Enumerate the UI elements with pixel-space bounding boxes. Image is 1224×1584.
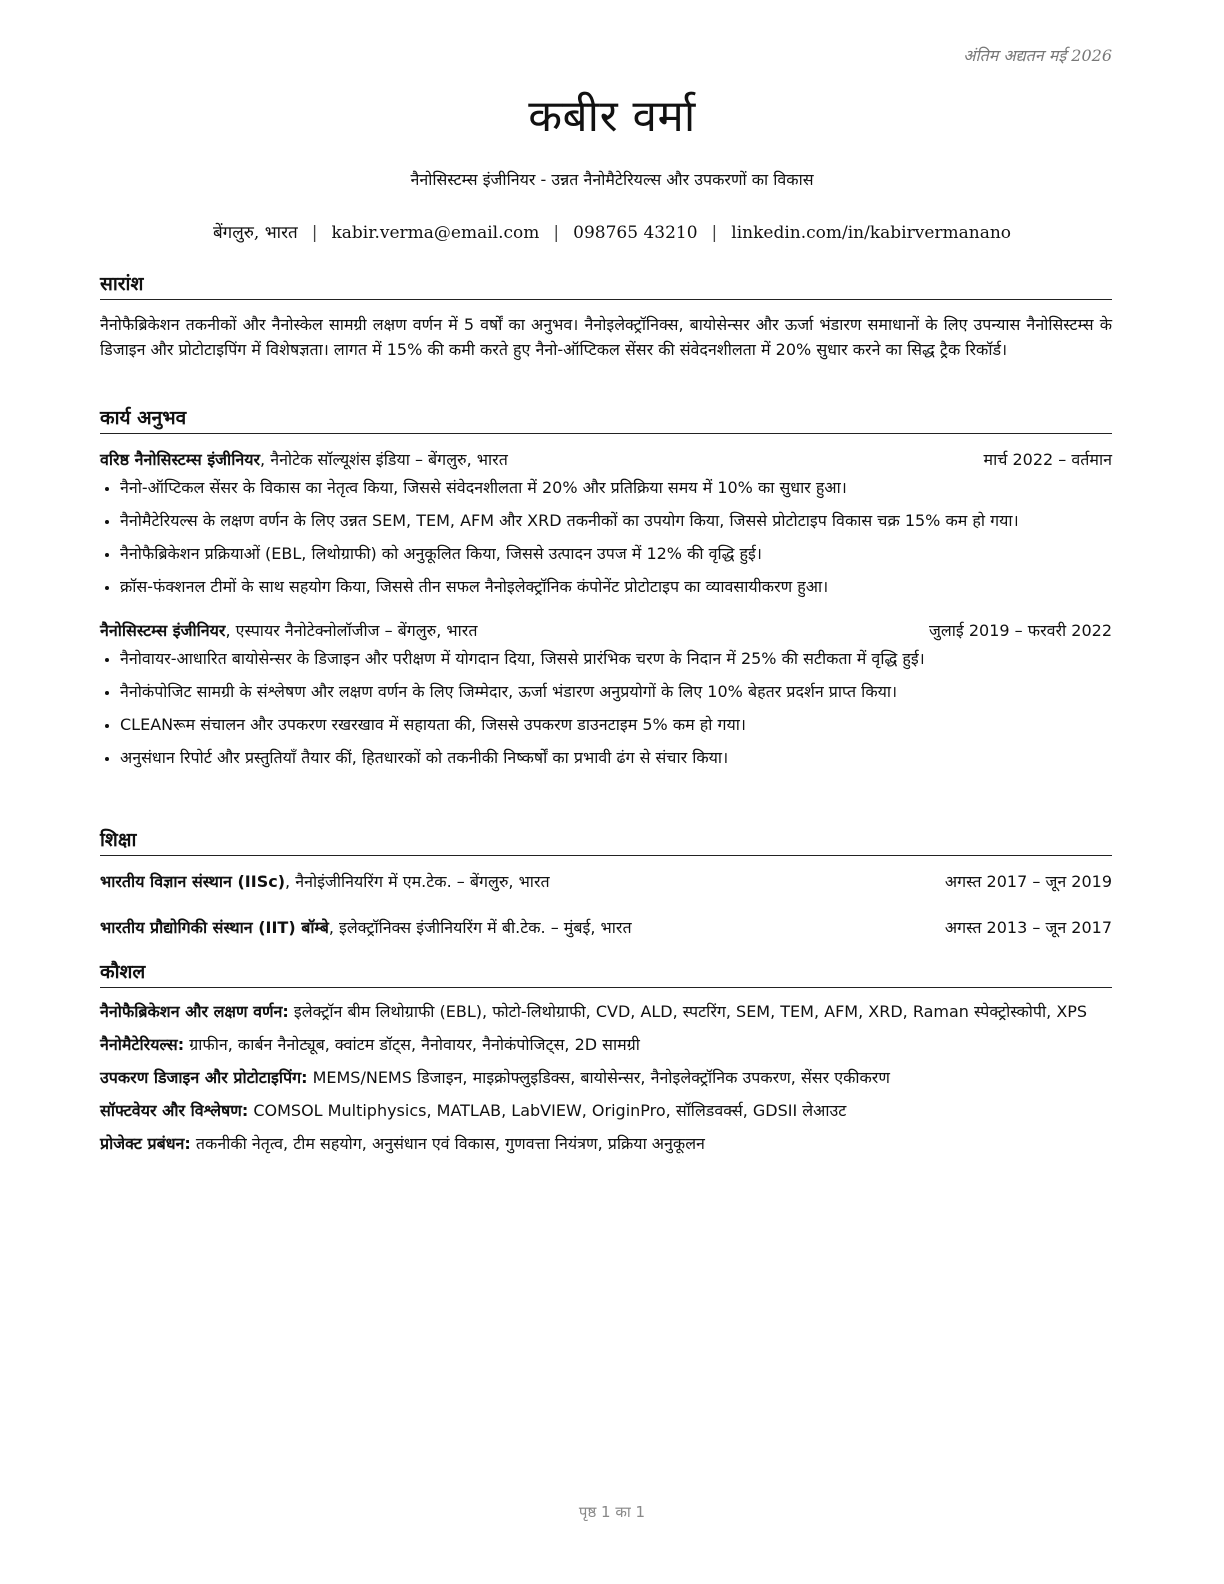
job-dates: जुलाई 2019 – फरवरी 2022 bbox=[929, 621, 1112, 640]
education-school: भारतीय प्रौद्योगिकी संस्थान (IIT) बॉम्बे bbox=[100, 918, 329, 937]
job-org: , नैनोटेक सॉल्यूशंस इंडिया – बेंगलुरु, भारत bbox=[260, 450, 508, 469]
skills-list bbox=[100, 1000, 1112, 1156]
list-item: • अनुसंधान रिपोर्ट और प्रस्तुतियाँ तैयार कीं, हितधारकों को तकनीकी निष्कर्षों का प्रभावी ढंग से संचार किया। bbox=[120, 746, 1112, 770]
contact-phone: 098765 43210 bbox=[573, 223, 698, 243]
job-header bbox=[100, 619, 1112, 641]
skill-label: नैनोमैटेरियल्स: bbox=[100, 1035, 185, 1054]
contact-line bbox=[0, 220, 1224, 243]
summary-heading: सारांश bbox=[100, 270, 1112, 300]
skill-row bbox=[100, 1099, 1112, 1123]
education-entry bbox=[100, 916, 1112, 938]
job-header bbox=[100, 448, 1112, 470]
education-school: भारतीय विज्ञान संस्थान (IISc) bbox=[100, 872, 286, 891]
job-title-line bbox=[100, 448, 508, 470]
education-detail: , इलेक्ट्रॉनिक्स इंजीनियरिंग में बी.टेक. – मुंबई, भारत bbox=[328, 918, 632, 937]
skill-value: इलेक्ट्रॉन बीम लिथोग्राफी (EBL), फोटो-लिथोग्राफी, CVD, ALD, स्पटरिंग, SEM, TEM, AFM, XRD, Raman स्पेक्ट्रोस्कोपी, XPS bbox=[288, 1002, 1088, 1021]
skill-row bbox=[100, 1132, 1112, 1156]
list-item: • नैनोवायर-आधारित बायोसेन्सर के डिजाइन और परीक्षण में योगदान दिया, जिससे प्रारंभिक चरण के निदान में 25% की सटीकता में वृद्धि हुई। bbox=[120, 647, 1112, 671]
contact-linkedin[interactable]: linkedin.com/in/kabirvermanano bbox=[731, 223, 1012, 243]
education-section bbox=[100, 826, 1112, 938]
job-entry bbox=[100, 619, 1112, 770]
list-item: • नैनोकंपोजिट सामग्री के संश्लेषण और लक्षण वर्णन के लिए जिम्मेदार, ऊर्जा भंडारण अनुप्रयोगों के लिए 10% बेहतर प्रदर्शन प्राप्त किया। bbox=[120, 680, 1112, 704]
education-entry bbox=[100, 870, 1112, 892]
education-dates: अगस्त 2017 – जून 2019 bbox=[944, 872, 1112, 891]
job-dates: मार्च 2022 – वर्तमान bbox=[983, 450, 1112, 469]
skill-label: उपकरण डिजाइन और प्रोटोटाइपिंग: bbox=[100, 1068, 308, 1087]
skill-row bbox=[100, 1000, 1112, 1024]
separator: | bbox=[553, 223, 560, 243]
job-title-line bbox=[100, 619, 477, 641]
contact-location: बेंगलुरु, भारत bbox=[212, 223, 298, 243]
list-item: • क्रॉस-फंक्शनल टीमों के साथ सहयोग किया, जिससे तीन सफल नैनोइलेक्ट्रॉनिक कंपोनेंट प्रोटोटाइप का व्यावसायीकरण हुआ। bbox=[120, 575, 1112, 599]
tagline: नैनोसिस्टम्स इंजीनियर - उन्नत नैनोमैटेरियल्स और उपकरणों का विकास bbox=[410, 170, 814, 189]
education-heading: शिक्षा bbox=[100, 826, 1112, 856]
job-org: , एस्पायर नैनोटेक्नोलॉजीज – बेंगलुरु, भारत bbox=[225, 621, 478, 640]
education-dates: अगस्त 2013 – जून 2017 bbox=[944, 918, 1112, 937]
list-item: • CLEANरूम संचालन और उपकरण रखरखाव में सहायता की, जिससे उपकरण डाउनटाइम 5% कम हो गया। bbox=[120, 713, 1112, 737]
skill-value: तकनीकी नेतृत्व, टीम सहयोग, अनुसंधान एवं विकास, गुणवत्ता नियंत्रण, प्रक्रिया अनुकूलन bbox=[190, 1134, 705, 1153]
skill-value: MEMS/NEMS डिजाइन, माइक्रोफ्लुइडिक्स, बायोसेन्सर, नैनोइलेक्ट्रॉनिक उपकरण, सेंसर एकीकरण bbox=[307, 1068, 890, 1087]
skills-section bbox=[100, 958, 1112, 1165]
separator: | bbox=[711, 223, 718, 243]
job-bullets bbox=[100, 647, 1112, 770]
candidate-name: कबीर वर्मा bbox=[528, 91, 696, 142]
summary-text: नैनोफैब्रिकेशन तकनीकों और नैनोस्केल सामग्री लक्षण वर्णन में 5 वर्षों का अनुभव। नैनोइलेक्ट्रॉनिक्स, बायोसेन्सर और ऊर्जा भंडारण समाधानों के लिए उपन्यास नैनोसिस्टम्स के डिजाइन और प्रोटोटाइपिंग में विशेषज्ञता। लागत में 15% की कमी करते हुए नैनो-ऑप्टिकल सेंसर की संवेदनशीलता में 20% सुधार करने का सिद्ध ट्रैक रिकॉर्ड। bbox=[100, 315, 1112, 359]
skills-heading: कौशल bbox=[100, 958, 1112, 988]
experience-section bbox=[100, 404, 1112, 779]
list-item: • नैनो-ऑप्टिकल सेंसर के विकास का नेतृत्व किया, जिससे संवेदनशीलता में 20% और प्रतिक्रिया समय में 10% का सुधार हुआ। bbox=[120, 476, 1112, 500]
job-role: नैनोसिस्टम्स इंजीनियर bbox=[100, 621, 226, 640]
education-line bbox=[100, 870, 550, 892]
skill-label: प्रोजेक्ट प्रबंधन: bbox=[100, 1134, 191, 1153]
job-role: वरिष्ठ नैनोसिस्टम्स इंजीनियर bbox=[100, 450, 261, 469]
skill-label: सॉफ्टवेयर और विश्लेषण: bbox=[100, 1101, 249, 1120]
separator: | bbox=[311, 223, 318, 243]
list-item: • नैनोमैटेरियल्स के लक्षण वर्णन के लिए उन्नत SEM, TEM, AFM और XRD तकनीकों का उपयोग किया, जिससे प्रोटोटाइप विकास चक्र 15% कम हो गया। bbox=[120, 509, 1112, 533]
last-updated: अंतिम अद्यतन मई 2026 bbox=[963, 46, 1112, 65]
skill-row bbox=[100, 1033, 1112, 1057]
skill-label: नैनोफैब्रिकेशन और लक्षण वर्णन: bbox=[100, 1002, 289, 1021]
job-entry bbox=[100, 448, 1112, 599]
education-detail: , नैनोइंजीनियरिंग में एम.टेक. – बेंगलुरु, भारत bbox=[285, 872, 550, 891]
list-item: • नैनोफैब्रिकेशन प्रक्रियाओं (EBL, लिथोग्राफी) को अनुकूलित किया, जिससे उत्पादन उपज में 12% की वृद्धि हुई। bbox=[120, 542, 1112, 566]
page-number: पृष्ठ 1 का 1 bbox=[578, 1503, 646, 1521]
contact-email[interactable]: kabir.verma@email.com bbox=[331, 223, 540, 243]
education-line bbox=[100, 916, 632, 938]
skill-value: ग्राफीन, कार्बन नैनोट्यूब, क्वांटम डॉट्स, नैनोवायर, नैनोकंपोजिट्स, 2D सामग्री bbox=[184, 1035, 640, 1054]
skill-value: COMSOL Multiphysics, MATLAB, LabVIEW, OriginPro, सॉलिडवर्क्स, GDSII लेआउट bbox=[248, 1101, 847, 1120]
skill-row bbox=[100, 1066, 1112, 1090]
job-bullets bbox=[100, 476, 1112, 599]
experience-heading: कार्य अनुभव bbox=[100, 404, 1112, 434]
summary-section bbox=[100, 270, 1112, 362]
